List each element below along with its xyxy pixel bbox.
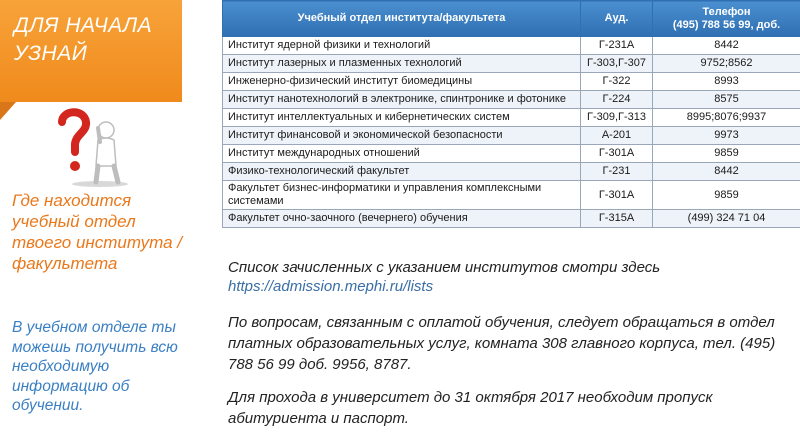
cell-phone: 8442 xyxy=(653,37,800,55)
cell-phone: 9752;8562 xyxy=(653,55,800,73)
cell-room: Г-224 xyxy=(581,91,653,109)
cell-dept: Факультет очно-заочного (вечернего) обучения xyxy=(223,210,581,228)
cell-room: Г-231А xyxy=(581,37,653,55)
lists-text: Список зачисленных с указанием институтов смотри здесь xyxy=(228,259,661,276)
cell-phone: 8442 xyxy=(653,163,800,181)
cell-dept: Институт лазерных и плазменных технологий xyxy=(223,55,581,73)
banner-title xyxy=(14,12,174,68)
cell-phone: 9859 xyxy=(653,181,800,210)
hint-text: В учебном отделе ты можешь получить всю необходимую информацию об обучении. xyxy=(12,319,178,414)
cell-dept: Институт нанотехнологий в электронике, спинтронике и фотонике xyxy=(223,91,581,109)
banner-fold xyxy=(0,102,16,120)
cell-phone: 8995;8076;9937 xyxy=(653,109,800,127)
header-room: Ауд. xyxy=(581,1,653,37)
header-phone-line1: Телефон xyxy=(702,5,751,18)
cell-dept: Институт интеллектуальных и кибернетических систем xyxy=(223,109,581,127)
cell-room: Г-315А xyxy=(581,210,653,228)
table-row xyxy=(223,91,800,109)
left-panel xyxy=(0,0,198,440)
cell-dept: Инженерно-физический институт биомедицины xyxy=(223,73,581,91)
pass-note: Для прохода в университет до 31 октября 2017 необходим пропуск абитуриента и паспорт. xyxy=(228,389,713,427)
table-row xyxy=(223,127,800,145)
table-row xyxy=(223,37,800,55)
header-dept: Учебный отдел института/факультета xyxy=(223,1,581,37)
banner xyxy=(0,0,182,102)
cell-dept: Институт финансовой и экономической безопасности xyxy=(223,127,581,145)
cell-phone: 8575 xyxy=(653,91,800,109)
header-phone xyxy=(653,1,800,37)
table-row xyxy=(223,73,800,91)
table-row xyxy=(223,109,800,127)
payment-note: По вопросам, связанным с оплатой обучения, следует обращаться в отдел платных образовательных услуг, комната 308 главного корпуса, тел. (495) 788 56 99 доб. 9956, 8787. xyxy=(228,314,776,373)
departments-table-wrapper xyxy=(222,0,800,228)
cell-dept: Факультет бизнес-информатики и управления комплексными системами xyxy=(223,181,581,210)
cell-room: Г-301А xyxy=(581,181,653,210)
cell-phone: 8993 xyxy=(653,73,800,91)
cell-dept: Физико-технологический факультет xyxy=(223,163,581,181)
table-row xyxy=(223,163,800,181)
banner-title-line2: УЗНАЙ xyxy=(14,42,88,65)
lists-link[interactable]: https://admission.mephi.ru/lists xyxy=(228,278,434,295)
table-row xyxy=(223,210,800,228)
cell-phone: (499) 324 71 04 xyxy=(653,210,800,228)
notes-section xyxy=(228,258,798,429)
cell-room: Г-303,Г-307 xyxy=(581,55,653,73)
banner-title-line1: ДЛЯ НАЧАЛА xyxy=(14,14,153,37)
cell-phone: 9973 xyxy=(653,127,800,145)
cell-room: Г-309,Г-313 xyxy=(581,109,653,127)
cell-room: Г-231 xyxy=(581,163,653,181)
cell-room: А-201 xyxy=(581,127,653,145)
header-phone-line2: (495) 788 56 99, доб. xyxy=(672,18,781,31)
departments-table xyxy=(222,0,800,228)
cell-dept: Институт международных отношений xyxy=(223,145,581,163)
table-header-row xyxy=(223,1,800,37)
table-row xyxy=(223,145,800,163)
table-row xyxy=(223,55,800,73)
cell-room: Г-301А xyxy=(581,145,653,163)
cell-phone: 9859 xyxy=(653,145,800,163)
cell-room: Г-322 xyxy=(581,73,653,91)
table-row xyxy=(223,181,800,210)
question-person-icon xyxy=(40,108,140,188)
cell-dept: Институт ядерной физики и технологий xyxy=(223,37,581,55)
question-text: Где находится учебный отдел твоего института /факультета xyxy=(12,191,183,273)
